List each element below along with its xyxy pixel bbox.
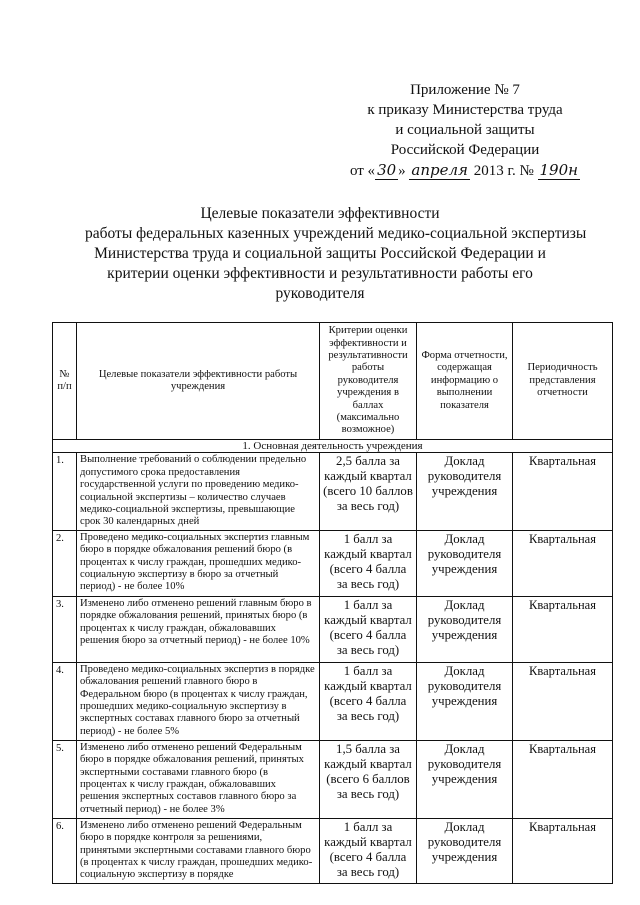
- table-row: [53, 662, 613, 740]
- row-num: 3.: [53, 596, 77, 662]
- row-num: 5.: [53, 740, 77, 818]
- row-criteria: 1 балл за каждый квартал (всего 4 балла за весь год): [320, 530, 417, 596]
- row-criteria: 1 балл за каждый квартал (всего 4 балла за весь год): [320, 818, 417, 883]
- title-line-2: работы федеральных казенных учреждений медико-социальной экспертизы: [85, 225, 587, 242]
- row-criteria: 1,5 балла за каждый квартал (всего 6 баллов за весь год): [320, 740, 417, 818]
- row-num: 1.: [53, 453, 77, 530]
- handwritten-day: 30: [377, 161, 397, 179]
- row-criteria: 1 балл за каждый квартал (всего 4 балла за весь год): [320, 662, 417, 740]
- date-mid: »: [398, 163, 410, 179]
- row-num: 6.: [53, 818, 77, 883]
- table-row: [53, 453, 613, 530]
- table-row: [53, 596, 613, 662]
- row-num: 4.: [53, 662, 77, 740]
- row-indicator: Изменено либо отменено решений Федеральным бюро в порядке контроля за решениями, принятыми экспертными составами главного бюро (в процентах к числу граждан, прошедших медико-социальную экспертизу в порядке: [77, 818, 320, 883]
- appendix-line-1: Приложение № 7: [410, 82, 520, 98]
- date-prefix: от «: [349, 163, 376, 179]
- handwritten-order-number: 190н: [539, 161, 579, 179]
- row-criteria: 2,5 балла за каждый квартал (всего 10 баллов за весь год): [320, 453, 417, 530]
- appendix-line-3: и социальной защиты: [395, 122, 535, 138]
- row-form: Доклад руководителя учреждения: [417, 662, 513, 740]
- row-period: Квартальная: [513, 453, 613, 530]
- row-criteria: 1 балл за каждый квартал (всего 4 балла за весь год): [320, 596, 417, 662]
- row-period: Квартальная: [513, 530, 613, 596]
- table-row: [53, 818, 613, 883]
- header-num: № п/п: [53, 323, 77, 440]
- row-indicator: Изменено либо отменено решений главным бюро в порядке обжалования решений, принятых бюро (в процентах к числу граждан, обжаловавших решения бюро за отчетный период) - не более 10%: [77, 596, 320, 662]
- row-indicator: Проведено медико-социальных экспертиз главным бюро в порядке обжалования решений бюро (в процентах к числу граждан, прошедших медико-социальную экспертизу в бюро за отчетный период) - не более 10%: [77, 530, 320, 596]
- appendix-line-4: Российской Федерации: [390, 142, 540, 158]
- row-num: 2.: [53, 530, 77, 596]
- row-indicator: Проведено медико-социальных экспертиз в порядке обжалования решений главного бюро в Федеральном бюро (в процентах к числу граждан, прошедших медико-социальную экспертизу в экспертных составах главного бюро за отчетный период) - не более 5%: [77, 662, 320, 740]
- title-line-5: руководителя: [275, 285, 365, 302]
- date-year: 2013 г. №: [469, 163, 538, 179]
- table-header-row: [53, 323, 613, 440]
- section-row: [53, 440, 613, 453]
- row-period: Квартальная: [513, 818, 613, 883]
- title-line-4: критерии оценки эффективности и результативности работы его: [107, 265, 533, 282]
- row-form: Доклад руководителя учреждения: [417, 740, 513, 818]
- indicators-table: [52, 322, 613, 884]
- row-form: Доклад руководителя учреждения: [417, 818, 513, 883]
- row-period: Квартальная: [513, 596, 613, 662]
- header-period: Периодичность представления отчетности: [513, 323, 613, 440]
- appendix-date-line: [330, 160, 600, 181]
- row-form: Доклад руководителя учреждения: [417, 453, 513, 530]
- table-row: [53, 530, 613, 596]
- section-title: 1. Основная деятельность учреждения: [53, 440, 613, 453]
- row-period: Квартальная: [513, 740, 613, 818]
- title-line-3: Министерства труда и социальной защиты Российской Федерации и: [94, 245, 546, 262]
- table-row: [53, 740, 613, 818]
- row-period: Квартальная: [513, 662, 613, 740]
- row-form: Доклад руководителя учреждения: [417, 596, 513, 662]
- document-title: [85, 204, 587, 304]
- row-indicator: Изменено либо отменено решений Федеральным бюро в порядке обжалования решений, принятых экспертными составами главного бюро (в процентах к числу граждан, обжаловавших решения экспертных составов главного бюро за отчетный период) - не более 3%: [77, 740, 320, 818]
- header-form: Форма отчетности, содержащая информацию о выполнении показателя: [417, 323, 513, 440]
- handwritten-month: апреля: [411, 161, 468, 179]
- title-line-1: Целевые показатели эффективности: [200, 205, 440, 222]
- appendix-block: [330, 80, 600, 181]
- header-criteria: Критерии оценки эффективности и результативности работы руководителя учреждения в баллах (максимально возможное): [320, 323, 417, 440]
- appendix-line-2: к приказу Министерства труда: [367, 102, 563, 118]
- row-indicator: Выполнение требований о соблюдении предельно допустимого срока предоставления государственной услуги по проведению медико-социальной экспертизы – количество случаев медико-социальной экспертизы, превышающие срок 30 календарных дней: [77, 453, 320, 530]
- header-indicator: Целевые показатели эффективности работы учреждения: [77, 323, 320, 440]
- row-form: Доклад руководителя учреждения: [417, 530, 513, 596]
